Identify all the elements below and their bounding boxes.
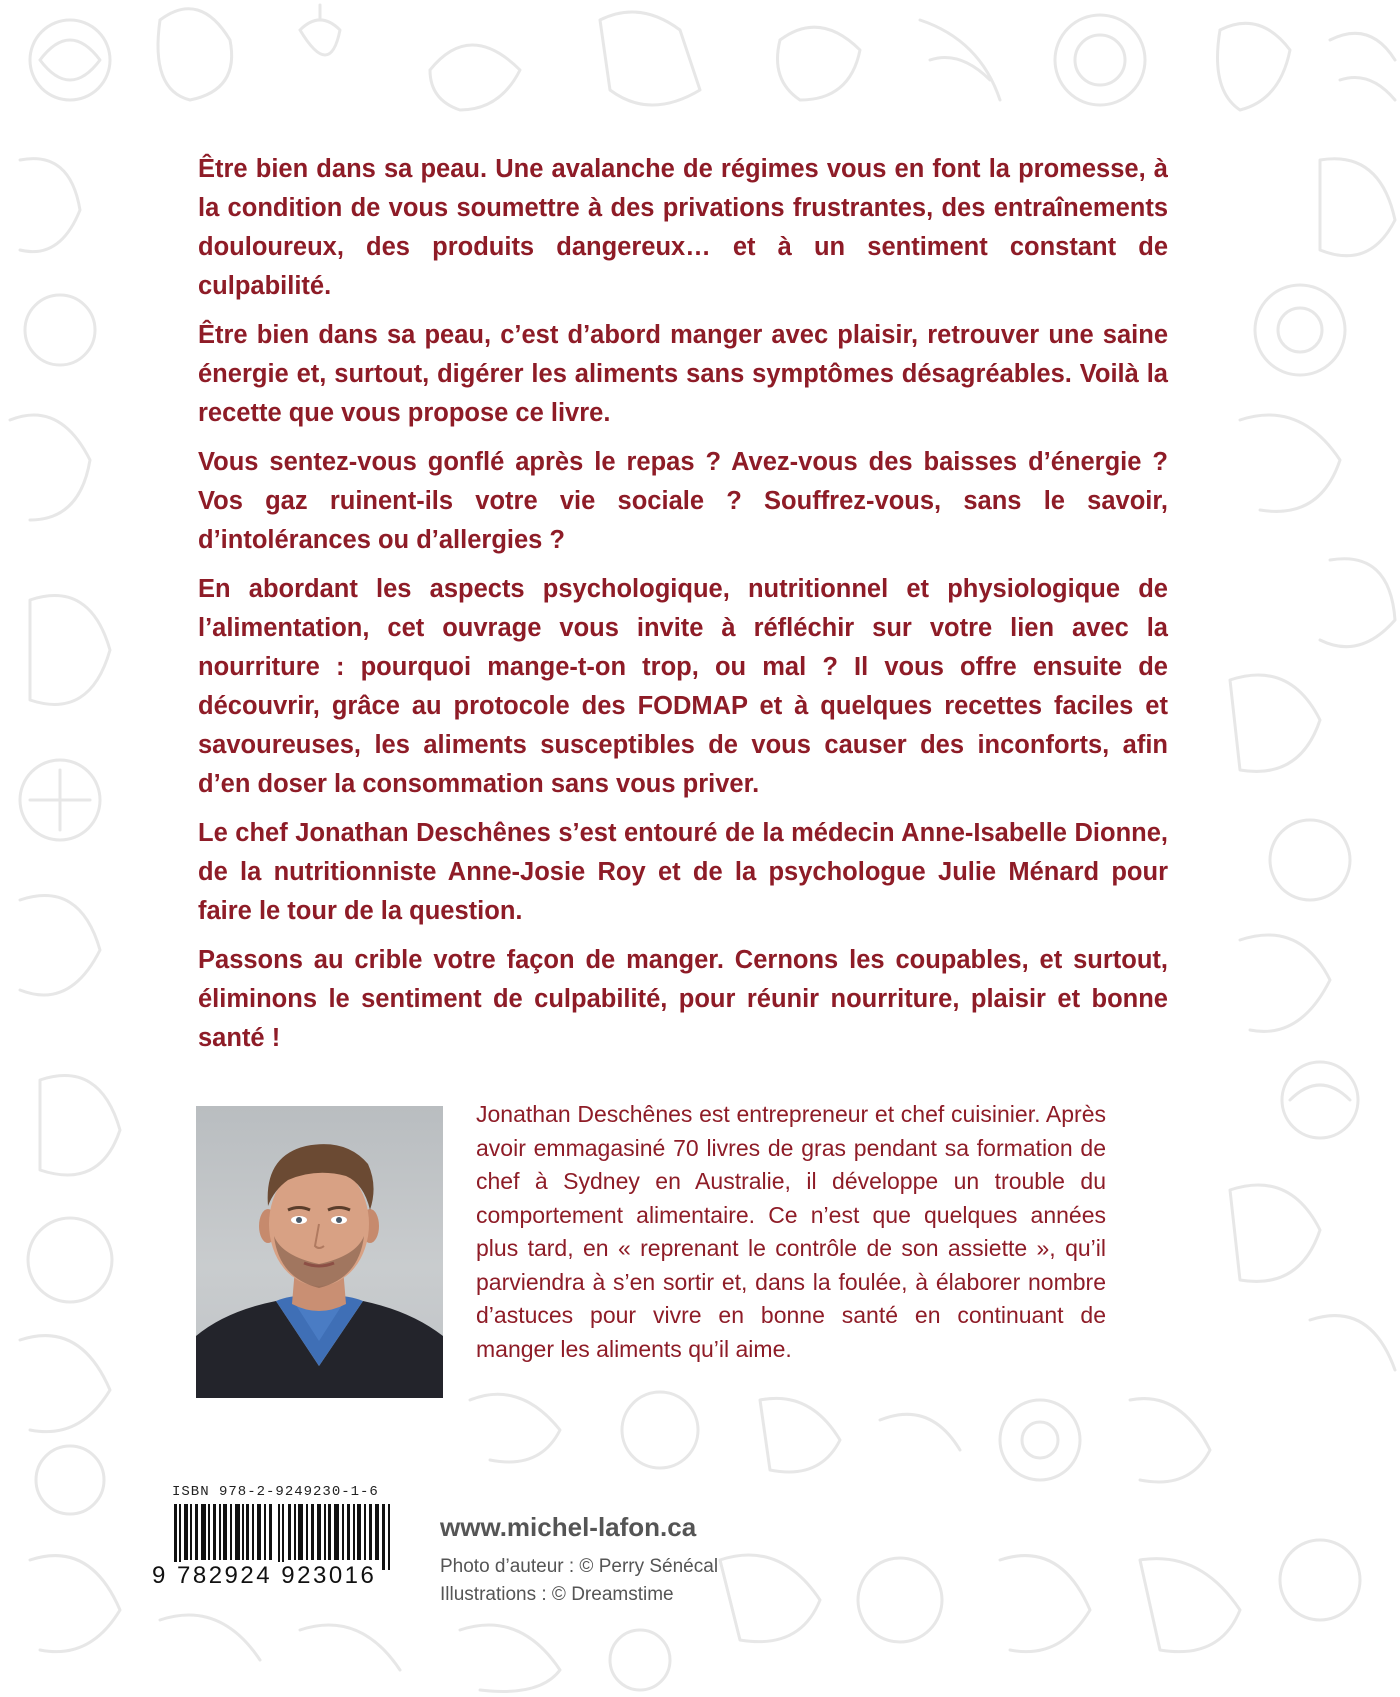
isbn-label: ISBN 978-2-9249230-1-6 (172, 1484, 379, 1500)
barcode-digits: 9 782924 923016 (152, 1562, 377, 1589)
author-photo (196, 1106, 443, 1398)
fodmap-text-before: En abordant les aspects psychologique, nutritionnel et physiologique de l’alimentation, cet ouvrage vous invite à réfléchir sur votre lien avec la nourriture : pourquoi mange-t-on trop, ou mal ? Il vous offre ensuite de découvrir, grâce au protocole des (198, 575, 1168, 720)
author-bio (476, 1098, 1106, 1366)
barcode-icon (174, 1504, 394, 1570)
paragraph-6: Passons au crible votre façon de manger. Cernons les coupables, et surtout, éliminons le sentiment de culpabilité, pour réunir nourriture, plaisir et bonne santé ! (198, 946, 1168, 1052)
paragraph-3: Vous sentez-vous gonflé après le repas ? Avez-vous des baisses d’énergie ? Vos gaz ruinent-ils votre vie sociale ? Souffrez-vous, sans le savoir, d’intolérances ou d’allergies ? (198, 448, 1168, 554)
paragraph-fodmap (198, 570, 1168, 804)
illustrations-credit: Illustrations : © Dreamstime (440, 1584, 674, 1605)
paragraph-5: Le chef Jonathan Deschênes s’est entouré de la médecin Anne-Isabelle Dionne, de la nutritionniste Anne-Josie Roy et de la psychologue Julie Ménard pour faire le tour de la question. (198, 819, 1168, 925)
back-cover-description (198, 150, 1168, 1068)
publisher-website[interactable]: www.michel-lafon.ca (440, 1512, 697, 1542)
photo-credit: Photo d’auteur : © Perry Sénécal (440, 1556, 719, 1577)
fodmap-text-after: et à quelques recettes faciles et savoureuses, les aliments susceptibles de vous causer des inconforts, afin d’en doser la consommation sans vous priver. (198, 692, 1168, 798)
paragraph-1: Être bien dans sa peau. Une avalanche de régimes vous en font la promesse, à la condition de vous soumettre à des privations frustrantes, des entraînements douloureux, des produits dangereux… et à un sentiment constant de culpabilité. (198, 155, 1168, 300)
author-bio-text: Jonathan Deschênes est entrepreneur et chef cuisinier. Après avoir emmagasiné 70 livres de gras pendant sa formation de chef à Sydney en Australie, il développe un trouble du comportement alimentaire. Ce n’est que quelques années plus tard, en « reprenant le contrôle de son assiette », qu’il parviendra à s’en sortir et, dans la foulée, à élaborer nombre d’astuces pour vivre en bonne santé en continuant de manger les aliments qu’il aime. (476, 1101, 1106, 1362)
fodmap-highlight: FODMAP (637, 692, 748, 720)
paragraph-2: Être bien dans sa peau, c’est d’abord manger avec plaisir, retrouver une saine énergie et, surtout, digérer les aliments sans symptômes désagréables. Voilà la recette que vous propose ce livre. (198, 321, 1168, 427)
isbn-barcode (150, 1484, 395, 1592)
